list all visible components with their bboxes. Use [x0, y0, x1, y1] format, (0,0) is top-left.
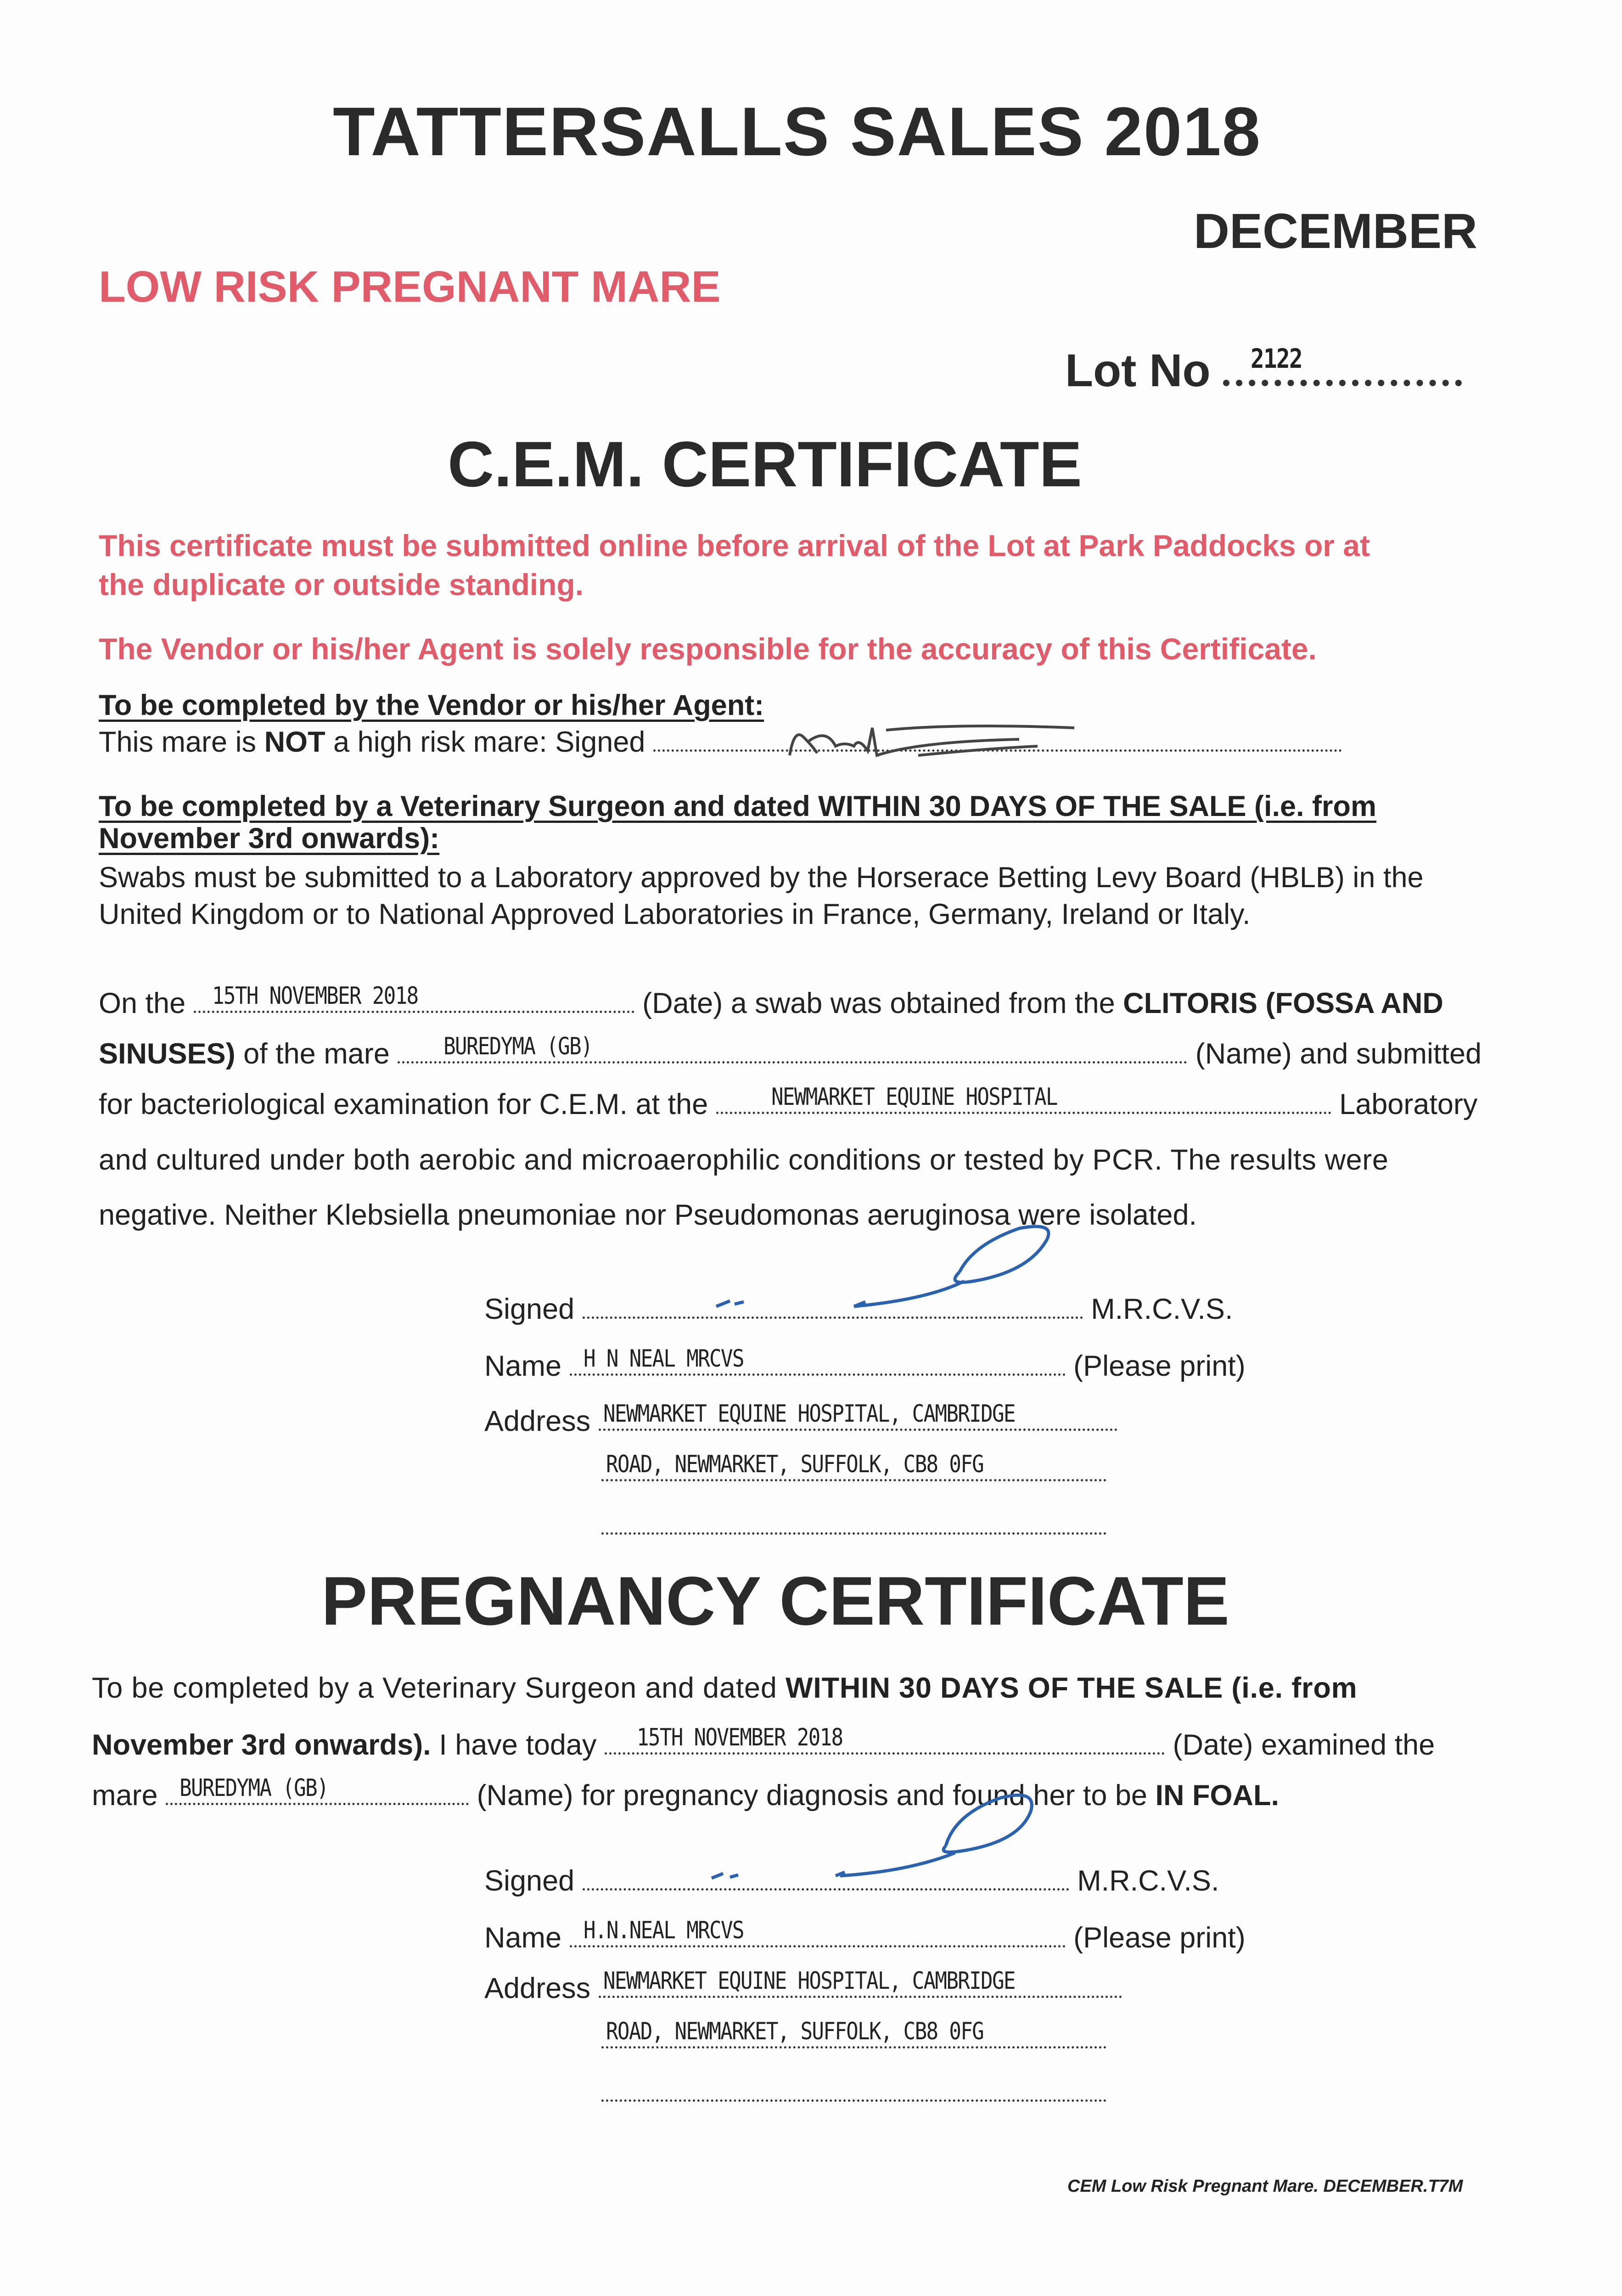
pregnancy-address-row-2 — [601, 2020, 1106, 2055]
pregnancy-date-field: 15TH NOVEMBER 2018 — [605, 1727, 1165, 1755]
cem-signed-row: Signed M.R.C.V.S. — [484, 1293, 1233, 1325]
vet-heading-2: November 3rd onwards): — [99, 822, 440, 855]
lot-label: Lot No — [1065, 345, 1211, 396]
cem-lab-field: NEWMARKET EQUINE HOSPITAL — [716, 1086, 1331, 1114]
cem-paragraph-line-2: SINUSES) of the mare BUREDYMA (GB) (Name) and submitted — [99, 1033, 1482, 1070]
cem-notice-1: This certificate must be submitted online before arrival of the Lot at Park Paddocks or at — [99, 529, 1370, 563]
cem-paragraph-line-3: for bacteriological examination for C.E.M. at the NEWMARKET EQUINE HOSPITAL Laboratory — [99, 1083, 1478, 1120]
cem-address-field-2: ROAD, NEWMARKET, SUFFOLK, CB8 0FG — [601, 1453, 1106, 1481]
cem-address-row-3 — [601, 1508, 1106, 1542]
cem-address-field-3 — [601, 1514, 1106, 1535]
sales-title: TATTERSALLS SALES 2018 — [333, 93, 1262, 170]
pregnancy-name-field: H.N.NEAL MRCVS — [570, 1919, 1066, 1947]
category-label: LOW RISK PREGNANT MARE — [99, 262, 721, 311]
swabs-line-1: Swabs must be submitted to a Laboratory approved by the Horserace Betting Levy Board (HBLB) in the — [99, 861, 1424, 894]
sale-month: DECEMBER — [1194, 203, 1478, 259]
pregnancy-line-3: mare BUREDYMA (GB) (Name) for pregnancy diagnosis and found her to be IN FOAL. — [92, 1774, 1279, 1812]
cem-paragraph-line-5: negative. Neither Klebsiella pneumoniae nor Pseudomonas aeruginosa were isolated. — [99, 1199, 1197, 1231]
pregnancy-line-2: November 3rd onwards). I have today 15TH NOVEMBER 2018 (Date) examined the — [92, 1724, 1435, 1761]
lot-number-value: 2122 — [1251, 343, 1302, 374]
cem-name-field: H N NEAL MRCVS — [570, 1348, 1066, 1376]
cem-heading: C.E.M. CERTIFICATE — [448, 428, 1082, 500]
cem-paragraph-line-4: and cultured under both aerobic and microaerophilic conditions or tested by PCR. The results were — [99, 1144, 1389, 1176]
cem-notice-1b: the duplicate or outside standing. — [99, 568, 584, 602]
pregnancy-address-field-3 — [601, 2081, 1106, 2102]
pregnancy-address-field-1: NEWMARKET EQUINE HOSPITAL, CAMBRIDGE — [599, 1970, 1122, 1998]
cem-paragraph-line-1: On the 15TH NOVEMBER 2018 (Date) a swab was obtained from the CLITORIS (FOSSA AND — [99, 982, 1443, 1019]
lot-number-row — [1065, 344, 1462, 397]
vendor-declaration: This mare is NOT a high risk mare: Signed — [99, 726, 1342, 759]
swabs-line-2: United Kingdom or to National Approved Laboratories in France, Germany, Ireland or Italy. — [99, 898, 1251, 930]
pregnancy-address-field-2: ROAD, NEWMARKET, SUFFOLK, CB8 0FG — [601, 2020, 1106, 2048]
pregnancy-address-row-3 — [601, 2076, 1106, 2109]
vendor-heading: To be completed by the Vendor or his/her Agent: — [99, 689, 764, 721]
pregnancy-signed-row: Signed M.R.C.V.S. — [484, 1865, 1219, 1897]
vendor-signature — [780, 709, 1102, 769]
cem-name-row: Name H N NEAL MRCVS (Please print) — [484, 1345, 1246, 1382]
pregnancy-vet-signature — [689, 1777, 1102, 1924]
pregnancy-name-row: Name H.N.NEAL MRCVS (Please print) — [484, 1917, 1246, 1954]
cem-address-field-1: NEWMARKET EQUINE HOSPITAL, CAMBRIDGE — [599, 1403, 1117, 1431]
pregnancy-address-row: Address NEWMARKET EQUINE HOSPITAL, CAMBRIDGE — [484, 1970, 1122, 2005]
pregnancy-heading: PREGNANCY CERTIFICATE — [321, 1562, 1229, 1639]
form-reference-footer: CEM Low Risk Pregnant Mare. DECEMBER.T7M — [1067, 2177, 1463, 2196]
pregnancy-line-1: To be completed by a Veterinary Surgeon and dated WITHIN 30 DAYS OF THE SALE (i.e. from — [92, 1672, 1358, 1704]
cem-address-row-2 — [601, 1453, 1106, 1488]
cem-mare-name-field: BUREDYMA (GB) — [398, 1035, 1187, 1064]
cem-address-row: Address NEWMARKET EQUINE HOSPITAL, CAMBRIDGE — [484, 1403, 1117, 1438]
vet-heading-1: To be completed by a Veterinary Surgeon and dated WITHIN 30 DAYS OF THE SALE (i.e. from — [99, 790, 1377, 822]
cem-vet-signature — [689, 1203, 1102, 1350]
pregnancy-mare-name-field: BUREDYMA (GB) — [166, 1777, 469, 1805]
lot-number-field — [1223, 343, 1462, 386]
cem-date-field: 15TH NOVEMBER 2018 — [194, 985, 634, 1013]
cem-notice-2: The Vendor or his/her Agent is solely responsible for the accuracy of this Certificate. — [99, 632, 1317, 666]
